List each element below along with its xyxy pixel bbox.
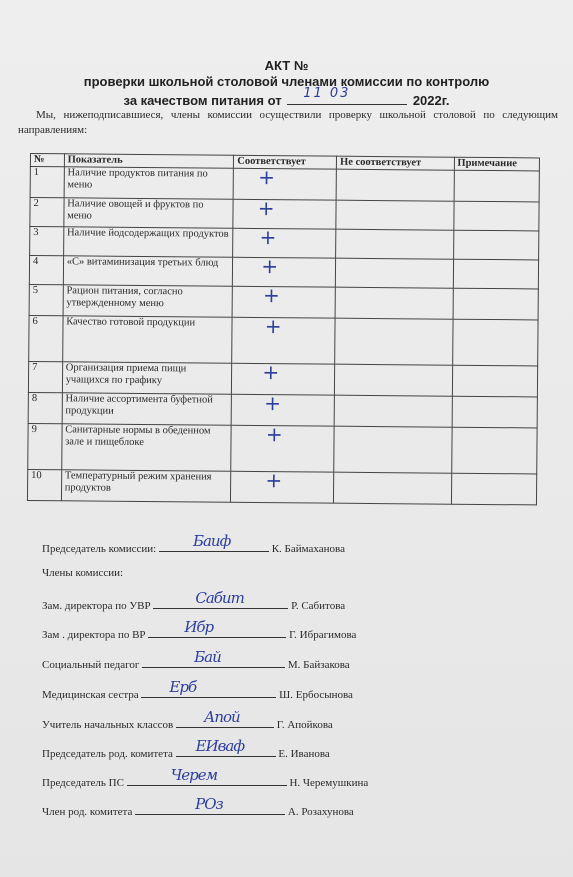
- row-not-complies: [334, 426, 452, 473]
- row-indicator: «С» витаминизация третьих блюд: [63, 256, 233, 286]
- signature-line: [127, 766, 287, 786]
- row-not-complies: [335, 364, 453, 396]
- handwritten-signature: Черем: [170, 766, 218, 784]
- member-signature-row: [42, 678, 353, 701]
- signature-line: [142, 648, 285, 668]
- header-indicator: Показатель: [64, 154, 234, 168]
- check-mark: +: [262, 360, 280, 385]
- table-row: [28, 423, 537, 473]
- check-mark: +: [262, 283, 280, 308]
- check-mark: +: [265, 468, 283, 493]
- chair-signature-row: [42, 532, 345, 555]
- member-name: Е. Иванова: [278, 748, 330, 760]
- header-complies: Соответствует: [234, 155, 337, 169]
- date-suffix: 2022г.: [412, 93, 450, 108]
- row-indicator: Наличие овощей и фруктов по меню: [64, 198, 234, 228]
- row-number: 8: [28, 392, 62, 423]
- table-row: [29, 315, 538, 365]
- row-note: [452, 396, 538, 428]
- signature-line: [176, 708, 274, 728]
- inspection-table: [27, 153, 540, 505]
- row-note: [451, 473, 537, 505]
- row-indicator: Санитарные нормы в обеденном зале и пищеблоке: [61, 424, 231, 471]
- signature-line: [159, 532, 269, 552]
- row-note: [454, 170, 540, 202]
- act-title: АКТ №: [264, 58, 309, 73]
- member-name: Ш. Ербосынова: [279, 689, 353, 701]
- member-signature-row: [42, 648, 350, 671]
- table-row: [28, 392, 537, 427]
- row-number: 6: [29, 315, 63, 361]
- member-role: Медицинская сестра: [42, 689, 139, 701]
- handwritten-signature: РОз: [195, 795, 223, 813]
- row-indicator: Наличие продуктов питания по меню: [64, 167, 234, 199]
- check-mark: +: [265, 422, 283, 447]
- signature-line: [153, 589, 288, 609]
- row-number: 3: [30, 227, 64, 256]
- header-not-complies: Не соответствует: [336, 156, 453, 170]
- table-row: [27, 469, 536, 504]
- member-name: А. Розахунова: [287, 806, 354, 818]
- check-mark: +: [259, 225, 277, 250]
- row-not-complies: [335, 287, 453, 319]
- row-not-complies: [335, 258, 453, 288]
- row-not-complies: [336, 200, 454, 230]
- row-note: [452, 319, 538, 366]
- table-row: [28, 361, 537, 396]
- member-role: Зам. директора по УВР: [42, 600, 151, 612]
- row-not-complies: [335, 318, 453, 365]
- members-label: Члены комиссии:: [42, 567, 124, 579]
- row-not-complies: [336, 169, 454, 201]
- handwritten-signature: Ибр: [184, 618, 214, 636]
- header-number: №: [30, 154, 64, 167]
- row-note: [453, 201, 539, 231]
- row-indicator: Организация приема пищи учащихся по графику: [62, 362, 232, 394]
- row-indicator: Наличие ассортимента буфетной продукции: [62, 393, 232, 425]
- check-mark: +: [257, 195, 275, 221]
- check-mark: +: [258, 164, 275, 190]
- handwritten-signature: ЕИваф: [195, 737, 245, 755]
- member-signature-row: [42, 618, 357, 641]
- member-role: Социальный педагог: [42, 659, 140, 671]
- member-name: Р. Сабитова: [291, 600, 346, 612]
- signature-line: [135, 795, 285, 815]
- handwritten-signature: Сабит: [195, 589, 244, 607]
- check-mark: +: [264, 391, 282, 416]
- handwritten-date: 11 03: [303, 86, 351, 101]
- member-name: Н. Черемушкина: [289, 777, 369, 789]
- chair-label: Председатель комиссии:: [42, 543, 157, 555]
- row-number: 4: [29, 256, 63, 285]
- row-note: [452, 365, 538, 397]
- member-role: Председатель ПС: [42, 777, 124, 789]
- member-name: М. Байзакова: [287, 659, 350, 671]
- signature-line: [141, 678, 276, 698]
- row-note: [453, 288, 539, 320]
- date-field: [287, 86, 407, 105]
- act-date-line: [0, 86, 573, 108]
- table-row: [30, 167, 539, 202]
- table-row: [30, 227, 539, 260]
- handwritten-signature: Бай: [194, 648, 221, 666]
- row-number: 1: [30, 167, 64, 198]
- date-prefix: за качеством питания от: [123, 93, 282, 108]
- member-signature-row: [42, 589, 346, 612]
- row-indicator: Качество готовой продукции: [62, 316, 232, 363]
- intro-text: Мы, нижеподписавшиеся, члены комиссии осуществили проверку школьной столовой по следующим направлениям:: [18, 109, 558, 136]
- member-signature-row: [42, 766, 369, 789]
- header-note: Примечание: [454, 157, 540, 171]
- row-indicator: Температурный режим хранения продуктов: [61, 470, 231, 502]
- row-indicator: Наличие йодсодержащих продуктов: [63, 227, 233, 257]
- table-row: [29, 284, 538, 319]
- member-name: Г. Ибрагимова: [289, 629, 357, 641]
- member-signature-row: [42, 795, 354, 818]
- handwritten-signature: Апой: [203, 708, 240, 726]
- act-subtitle: проверки школьной столовой членами комиссии по контролю: [83, 74, 490, 89]
- member-signature-row: [42, 708, 333, 731]
- row-not-complies: [336, 229, 454, 259]
- member-role: Зам . директора по ВР: [42, 629, 146, 641]
- row-not-complies: [334, 395, 452, 427]
- member-signature-row: [42, 737, 330, 760]
- row-number: 5: [29, 284, 63, 315]
- row-number: 2: [30, 198, 64, 227]
- row-note: [453, 230, 539, 260]
- row-indicator: Рацион питания, согласно утвержденному меню: [63, 285, 233, 317]
- handwritten-signature: Баиф: [192, 532, 231, 550]
- handwritten-signature: Ерб: [169, 678, 197, 696]
- check-mark: +: [264, 314, 282, 339]
- row-number: 9: [28, 423, 62, 469]
- member-role: Учитель начальных классов: [42, 719, 174, 731]
- table-row: [30, 198, 539, 231]
- member-name: Г. Апойкова: [276, 719, 333, 731]
- table-row: [29, 256, 538, 289]
- signature-line: [176, 737, 276, 757]
- row-number: 10: [27, 469, 61, 500]
- row-number: 7: [28, 361, 62, 392]
- signature-line: [148, 618, 286, 638]
- row-note: [451, 427, 537, 474]
- row-note: [453, 259, 539, 289]
- check-mark: +: [261, 254, 279, 279]
- member-role: Председатель род. комитета: [42, 748, 173, 760]
- member-role: Член род. комитета: [42, 806, 133, 818]
- chair-name: К. Баймаханова: [271, 543, 345, 555]
- row-not-complies: [334, 472, 452, 504]
